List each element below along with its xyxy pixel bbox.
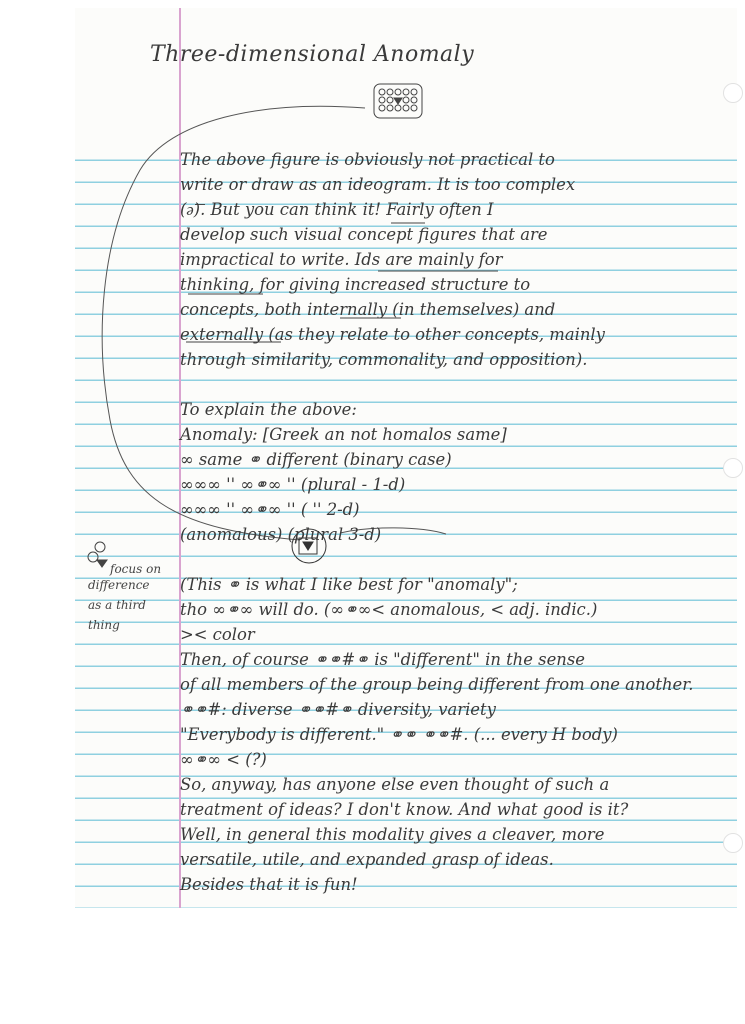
- body-line: tho ∞⚭∞ will do. (∞⚭∞< anomalous, < adj. indic.): [180, 600, 598, 619]
- body-line: develop such visual concept figures that are: [180, 225, 548, 244]
- body-line: ⚭⚭#: diverse ⚭⚭#⚭ diversity, variety: [180, 700, 496, 719]
- body-line: The above figure is obviously not practical to: [180, 150, 555, 169]
- body-line: So, anyway, has anyone else even thought of such a: [180, 775, 610, 794]
- body-line: ∞⚭∞ < (?): [180, 750, 267, 769]
- body-line: ∞∞∞ '' ∞⚭∞ '' (plural - 1-d): [180, 475, 406, 494]
- margin-note-line: focus on: [110, 562, 162, 576]
- body-line: "Everybody is different." ⚭⚭ ⚭⚭#. (... every H body): [180, 725, 618, 744]
- body-line: of all members of the group being different from one another.: [180, 675, 694, 694]
- body-line: Then, of course ⚭⚭#⚭ is "different" in the sense: [180, 650, 585, 669]
- body-line: Besides that it is fun!: [180, 875, 358, 894]
- body-line: impractical to write. Ids are mainly for: [180, 250, 503, 269]
- body-line: Well, in general this modality gives a cleaver, more: [180, 825, 605, 844]
- body-line: externally (as they relate to other concepts, mainly: [180, 325, 605, 344]
- body-line: (anomalous) (plural 3-d): [180, 525, 382, 544]
- body-line: >< color: [180, 625, 255, 644]
- body-line: (This ⚭ is what I like best for "anomaly";: [180, 575, 518, 594]
- body-line: versatile, utile, and expanded grasp of ideas.: [180, 850, 554, 869]
- body-line: through similarity, commonality, and opposition).: [180, 350, 588, 369]
- margin-note-line: difference: [88, 578, 150, 592]
- body-line: write or draw as an ideogram. It is too complex: [180, 175, 576, 194]
- body-line: ∞∞∞ '' ∞⚭∞ '' ( '' 2-d): [180, 500, 360, 519]
- margin-note-line: thing: [88, 618, 120, 632]
- body-line: treatment of ideas? I don't know. And what good is it?: [180, 800, 629, 819]
- body-line: thinking, for giving increased structure to: [180, 275, 531, 294]
- ideogram-cube-icon: [374, 84, 422, 118]
- body-line: concepts, both internally (in themselves) and: [180, 300, 556, 319]
- body-line: (ǝ͞). But you can think it! Fairly often I: [180, 200, 494, 219]
- margin-note-line: as a third: [88, 598, 146, 612]
- page-title: Three-dimensional Anomaly: [150, 42, 475, 67]
- body-line: To explain the above:: [180, 400, 357, 419]
- body-line: ∞ same ⚭ different (binary case): [180, 450, 452, 469]
- difference-node-icon: [88, 542, 107, 567]
- body-line: Anomaly: [Greek an not homalos same]: [180, 425, 507, 444]
